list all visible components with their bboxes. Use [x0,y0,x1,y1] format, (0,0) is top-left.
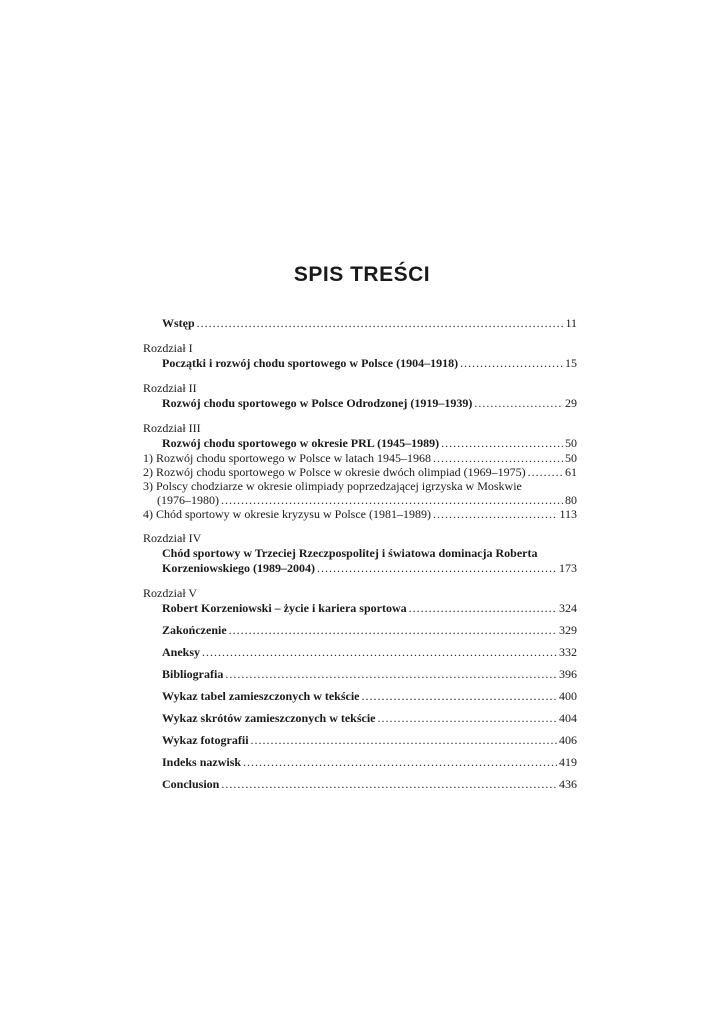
toc-page-number: 29 [565,396,577,410]
toc-page-number: 400 [559,689,577,703]
toc-page-number: 80 [565,493,577,507]
toc-dot-leader [378,711,557,726]
toc-entry-title: Bibliografia [162,667,224,681]
toc-entry-title: 4) Chód sportowy w okresie kryzysu w Polsce (1981–1989) [143,507,431,521]
toc-dot-leader [221,493,563,507]
chapter-label: Rozdział IV [143,531,202,545]
toc-dot-leader [433,507,557,521]
page-title: SPIS TREŚCI [293,263,431,286]
toc-page-number: 406 [559,733,577,747]
toc-entry-indeks-nazwisk[interactable] [143,755,577,770]
toc-dot-leader [251,733,557,748]
toc-page-number: 324 [559,601,577,615]
toc-page-number: 61 [565,465,577,479]
chapter-label: Rozdział V [143,586,198,600]
toc-entry-title: Conclusion [162,777,220,791]
toc-page-number: 50 [565,436,577,450]
toc-entry-wykaz-tabel[interactable] [143,689,577,704]
toc-entry-wykaz-skrotow[interactable] [143,711,577,726]
toc-dot-leader [460,356,563,371]
toc-entry-title: Wykaz fotografii [162,733,249,747]
chapter-label: Rozdział II [143,381,197,395]
toc-dot-leader [202,645,557,660]
toc-page-number: 15 [565,356,577,370]
toc-entry-title: Zakończenie [162,623,227,637]
toc-entry-wstep[interactable] [143,316,577,331]
toc-entry-chapter-5[interactable] [143,601,577,616]
toc-page-number: 436 [559,777,577,791]
toc-dot-leader [317,561,557,576]
toc-entry-conclusion[interactable] [143,777,577,792]
toc-entry-title: Wykaz skrótów zamieszczonych w tekście [162,711,376,725]
toc-subentry-3-4[interactable] [143,507,577,521]
toc-dot-leader [441,436,563,451]
toc-entry-title: (1976–1980) [157,493,219,507]
toc-subentry-3-1[interactable] [143,451,577,465]
toc-entry-title: Rozwój chodu sportowego w Polsce Odrodzonej (1919–1939) [162,396,473,410]
toc-entry-chapter-1[interactable] [143,356,577,371]
toc-entry-title: Aneksy [162,645,201,659]
toc-page-number: 419 [559,755,577,769]
toc-entry-title: Korzeniowskiego (1989–2004) [162,561,315,575]
toc-entry-title: Rozwój chodu sportowego w okresie PRL (1945–1989) [162,436,440,450]
table-of-contents [143,316,577,792]
toc-dot-leader [221,777,557,792]
toc-subentry-3-2[interactable] [143,465,577,479]
chapter-label: Rozdział III [143,421,201,435]
toc-page-number: 113 [559,507,577,521]
toc-page-number: 11 [565,316,577,330]
toc-dot-leader [229,623,557,638]
toc-entry-zakonczenie[interactable] [143,623,577,638]
toc-page-number: 396 [559,667,577,681]
chapter-label: Rozdział I [143,341,193,355]
toc-dot-leader [409,601,557,616]
toc-page-number: 50 [565,451,577,465]
toc-entry-bibliografia[interactable] [143,667,577,682]
toc-entry-title: Robert Korzeniowski – życie i kariera sportowa [162,601,407,615]
toc-page-number: 173 [559,561,577,575]
toc-dot-leader [225,667,557,682]
toc-entry-chapter-4[interactable] [143,561,577,576]
toc-entry-title: Indeks nazwisk [162,755,242,769]
toc-dot-leader [433,451,563,465]
toc-entry-aneksy[interactable] [143,645,577,660]
toc-entry-title: Początki i rozwój chodu sportowego w Polsce (1904–1918) [162,356,459,370]
toc-entry-title: 2) Rozwój chodu sportowego w Polsce w okresie dwóch olimpiad (1969–1975) [143,465,526,479]
toc-dot-leader [528,465,563,479]
toc-entry-title: Wykaz tabel zamieszczonych w tekście [162,689,360,703]
toc-dot-leader [362,689,557,704]
toc-subentry-3-3-line1: 3) Polscy chodziarze w okresie olimpiady poprzedzającej igrzyska w Moskwie [143,479,522,493]
toc-page-number: 404 [559,711,577,725]
toc-entry-chapter-4-line1: Chód sportowy w Trzeciej Rzeczpospolitej i światowa dominacja Roberta [162,546,538,560]
toc-page-number: 329 [559,623,577,637]
toc-entry-title: Wstęp [162,316,195,330]
toc-entry-wykaz-fotografii[interactable] [143,733,577,748]
toc-dot-leader [197,316,564,331]
toc-entry-chapter-3[interactable] [143,436,577,451]
toc-dot-leader [243,755,557,770]
toc-subentry-3-3[interactable] [143,493,577,507]
toc-page-number: 332 [559,645,577,659]
toc-dot-leader [474,396,563,411]
toc-entry-title: 1) Rozwój chodu sportowego w Polsce w latach 1945–1968 [143,451,431,465]
toc-entry-chapter-2[interactable] [143,396,577,411]
